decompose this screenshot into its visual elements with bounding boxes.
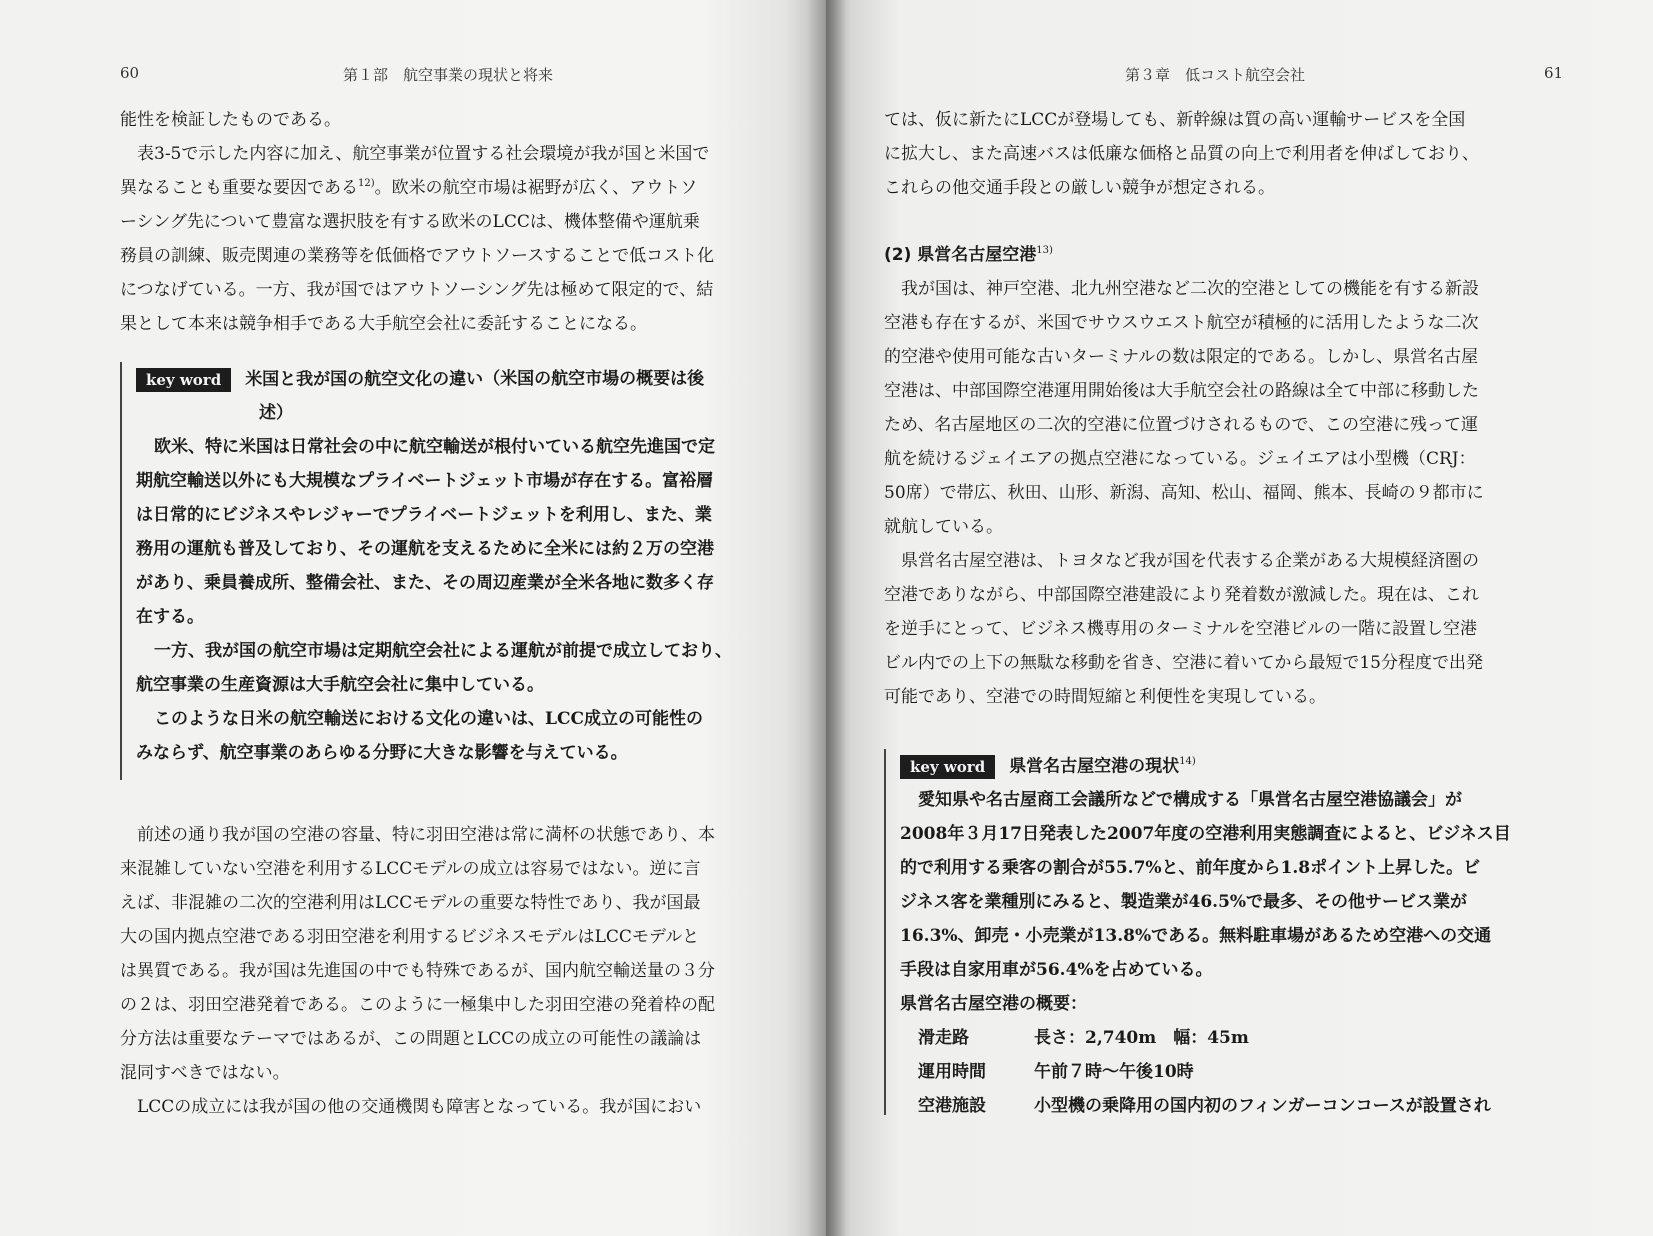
text-line: 表3-5で示した内容に加え、航空事業が位置する社会環境が我が国と米国で	[137, 144, 710, 164]
section-nagoya	[884, 238, 1584, 714]
section-heading: (2) 県営名古屋空港$^{13)}$	[884, 245, 1053, 265]
text-line: は異質である。我が国は先進国の中でも特殊であるが、国内航空輸送量の３分	[120, 961, 715, 981]
text-line: 大の国内拠点空港である羽田空港を利用するビジネスモデルはLCCモデルと	[120, 927, 700, 947]
keyword-line: 期航空輸送以外にも大規模なプライベートジェット市場が存在する。富裕層	[136, 471, 714, 491]
text-line: ーシング先について豊富な選択肢を有する欧米のLCCは、機体整備や運航乗	[120, 212, 700, 232]
right-top-paragraph	[884, 103, 1584, 205]
text-line: ビル内での上下の無駄な移動を省き、空港に着いてから最短で15分程度で出発	[884, 653, 1483, 673]
table-value: 長さ：2,740m 幅：45m	[1034, 1028, 1249, 1048]
left-top-paragraphs	[120, 103, 800, 341]
text-line: 就航している。	[884, 517, 1003, 537]
keyword-tag: key word	[900, 755, 995, 779]
table-label: 滑走路	[918, 1028, 969, 1048]
text-line: の２は、羽田空港発着である。このように一極集中した羽田空港の発着枠の配	[120, 995, 715, 1015]
text-line: 果として本来は競争相手である大手航空会社に委託することになる。	[120, 314, 647, 334]
keyword-line: 欧米、特に米国は日常社会の中に航空輸送が根付いている航空先進国で定	[154, 437, 715, 457]
footnote-ref: 12)	[358, 178, 375, 189]
text-line: 能性を検証したものである。	[120, 110, 341, 130]
table-value: 小型機の乗降用の国内初のフィンガーコンコースが設置され	[1034, 1096, 1491, 1116]
table-row	[886, 1021, 1586, 1055]
keyword-line: 航空事業の生産資源は大手航空会社に集中している。	[136, 675, 544, 695]
text-line: を逆手にとって、ビジネス機専用のターミナルを空港ビルの一階に設置し空港	[884, 619, 1477, 639]
keyword-title: 県営名古屋空港の現状	[1009, 756, 1180, 777]
keyword-line: 手段は自家用車が56.4%を占めている。	[900, 960, 1213, 980]
text-line: 50席）で帯広、秋田、山形、新潟、高知、松山、福岡、熊本、長崎の９都市に	[884, 483, 1484, 503]
text-line: 航を続けるジェイエアの拠点空港になっている。ジェイエアは小型機（CRJ：	[884, 449, 1476, 469]
footnote-ref: 14)	[1179, 756, 1196, 767]
keyword-line: ジネス客を業種別にみると、製造業が46.5%で最多、その他サービス業が	[900, 892, 1468, 912]
left-page-number: 60	[120, 64, 140, 82]
footnote-ref: 13)	[1036, 245, 1053, 256]
text-line: 異なることも重要な要因である$^{12)}$。欧米の航空市場は裾野が広く、アウトソ	[120, 178, 698, 198]
keyword-box-nagoya	[884, 749, 1586, 1115]
text-line: 空港は、中部国際空港運用開始後は大手航空会社の路線は全て中部に移動した	[884, 381, 1479, 401]
text-line: 分方法は重要なテーマではあるが、この問題とLCCの成立の可能性の議論は	[120, 1029, 702, 1049]
text-line: につなげている。一方、我が国ではアウトソーシング先は極めて限定的で、結	[120, 280, 714, 300]
keyword-box-culture	[120, 362, 802, 780]
text-line: えば、非混雑の二次的空港利用はLCCモデルの重要な特性であり、我が国最	[120, 893, 701, 913]
keyword-line: みならず、航空事業のあらゆる分野に大きな影響を与えている。	[136, 743, 628, 763]
keyword-line: があり、乗員養成所、整備会社、また、その周辺産業が全米各地に数多く存	[136, 573, 714, 593]
keyword-title-cont: 述）	[259, 403, 293, 423]
keyword-line: 愛知県や名古屋商工会議所などで構成する「県営名古屋空港協議会」が	[918, 790, 1462, 810]
text-line: 前述の通り我が国の空港の容量、特に羽田空港は常に満杯の状態であり、本	[137, 825, 715, 845]
text-line: 県営名古屋空港は、トヨタなど我が国を代表する企業がある大規模経済圏の	[901, 551, 1479, 571]
text-line: これらの他交通手段との厳しい競争が想定される。	[884, 178, 1275, 198]
left-running-head: 第１部 航空事業の現状と将来	[343, 66, 554, 84]
table-value: 午前７時～午後10時	[1034, 1062, 1194, 1082]
text-line: 空港も存在するが、米国でサウスウエスト航空が積極的に活用したような二次	[884, 313, 1479, 333]
keyword-line: 務用の運航も普及しており、その運航を支えるために全米には約２万の空港	[136, 539, 714, 559]
table-label: 空港施設	[918, 1096, 986, 1116]
text-line: 空港でありながら、中部国際空港建設により発着数が激減した。現在は、これ	[884, 585, 1479, 605]
keyword-title-suffix: （米国の航空市場の概要は後	[483, 369, 705, 389]
keyword-line: このような日米の航空輸送における文化の違いは、LCC成立の可能性の	[154, 709, 704, 729]
text-line: 可能であり、空港での時間短縮と利便性を実現している。	[884, 687, 1326, 707]
text-line: ため、名古屋地区の二次的空港に位置づけされるもので、この空港に残って運	[884, 415, 1478, 435]
text-line: 的空港や使用可能な古いターミナルの数は限定的である。しかし、県営名古屋	[884, 347, 1479, 367]
right-page-number: 61	[1544, 64, 1564, 82]
keyword-tag: key word	[136, 368, 231, 392]
text-line: ては、仮に新たにLCCが登場しても、新幹線は質の高い運輸サービスを全国	[884, 110, 1466, 130]
keyword-line: 在する。	[136, 607, 204, 627]
text-line: 我が国は、神戸空港、北九州空港など二次的空港としての機能を有する新設	[901, 279, 1479, 299]
keyword-title: 米国と我が国の航空文化の違い	[245, 369, 484, 390]
text-line: 来混雑していない空港を利用するLCCモデルの成立は容易ではない。逆に言	[120, 859, 701, 879]
keyword-header	[122, 362, 802, 396]
left-page	[0, 0, 826, 1236]
text-line: 務員の訓練、販売関連の業務等を低価格でアウトソースすることで低コスト化	[120, 246, 715, 266]
table-row	[886, 1055, 1586, 1089]
text-line: に拡大し、また高速バスは低廉な価格と品質の向上で利用者を伸ばしており、	[884, 144, 1479, 164]
keyword-line: 16.3%、卸売・小売業が13.8%である。無料駐車場があるため空港への交通	[900, 926, 1492, 946]
table-label: 運用時間	[918, 1062, 986, 1082]
table-row	[886, 1089, 1586, 1123]
right-page	[826, 0, 1653, 1236]
left-bottom-paragraphs	[120, 818, 800, 1124]
text-line: LCCの成立には我が国の他の交通機関も障害となっている。我が国におい	[137, 1097, 702, 1117]
keyword-line: 県営名古屋空港の概要：	[900, 994, 1087, 1014]
book-gutter	[806, 0, 846, 1236]
keyword-line: 一方、我が国の航空市場は定期航空会社による運航が前提で成立しており、	[154, 641, 732, 661]
keyword-line: は日常的にビジネスやレジャーでプライベートジェットを利用し、また、業	[136, 505, 712, 525]
right-running-head: 第３章 低コスト航空会社	[1125, 66, 1306, 84]
keyword-line: 的で利用する乗客の割合が55.7%と、前年度から1.8ポイント上昇した。ビ	[900, 858, 1481, 878]
keyword-header	[886, 749, 1586, 783]
keyword-line: 2008年３月17日発表した2007年度の空港利用実態調査によると、ビジネス目	[900, 824, 1511, 844]
text-line: 混同すべきではない。	[120, 1063, 290, 1083]
